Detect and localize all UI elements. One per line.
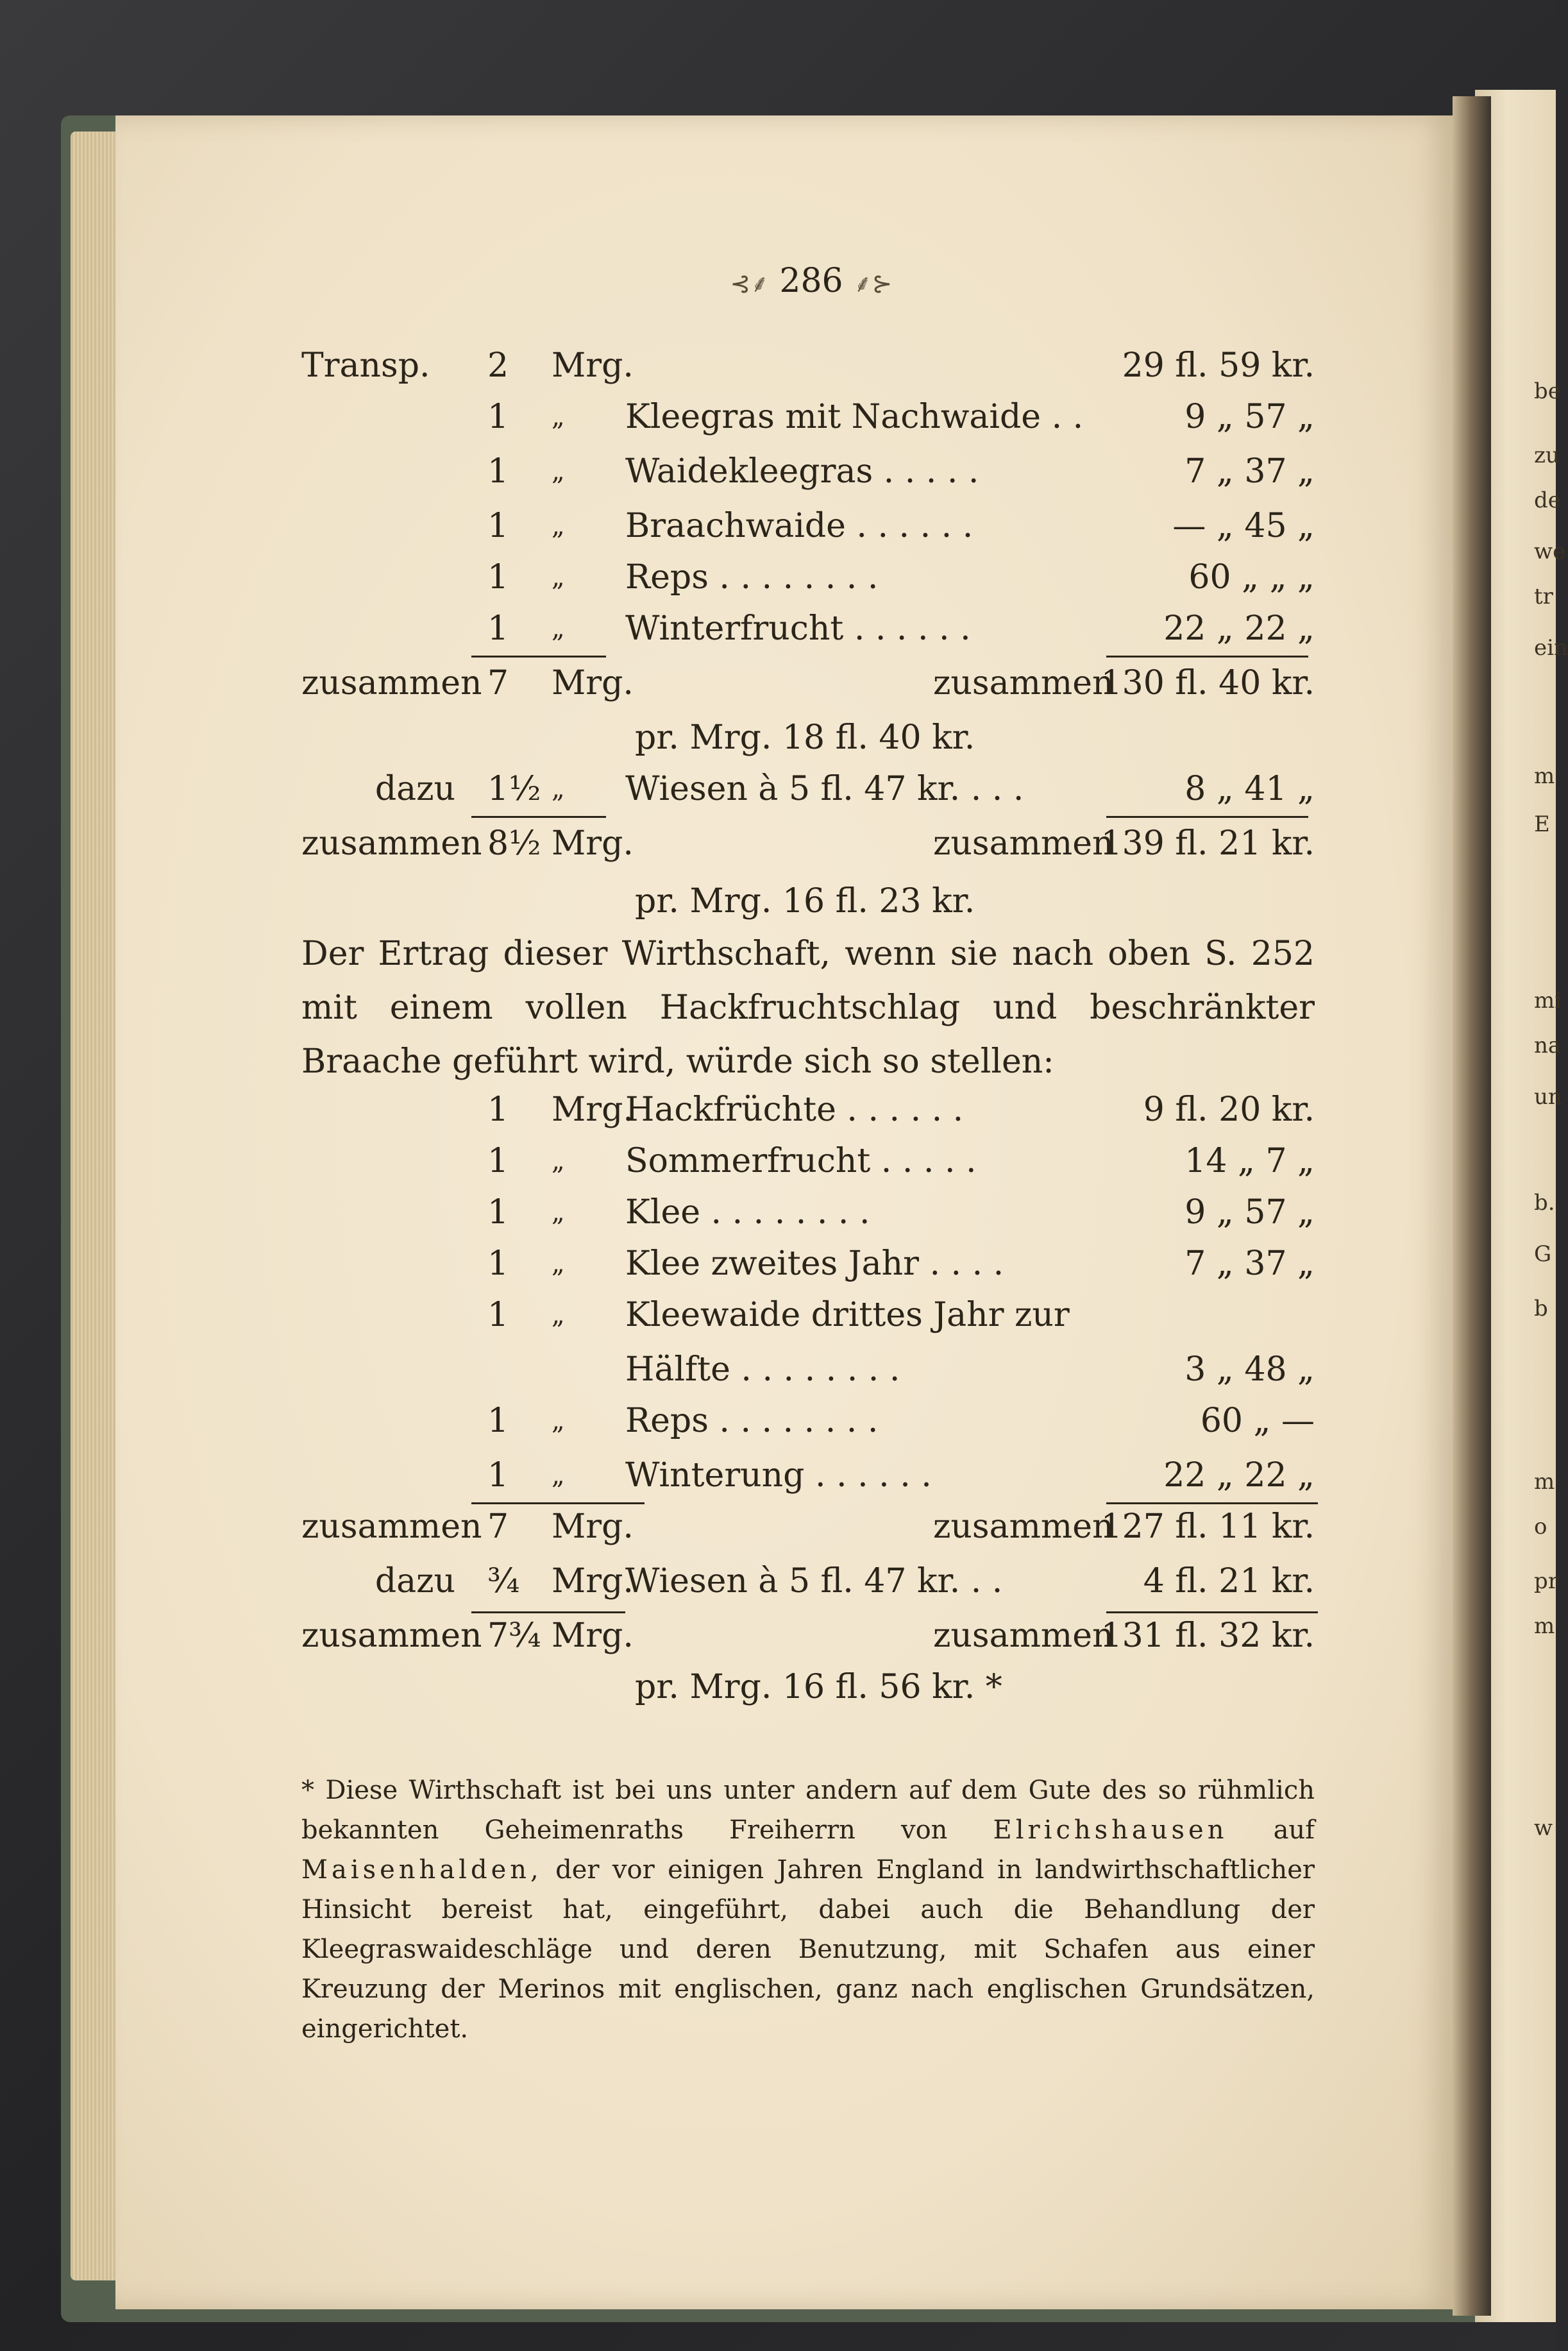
row-quantity: 2 [487, 346, 509, 385]
next-page-fragment: de [1534, 488, 1561, 513]
ledger-row [0, 606, 1556, 651]
body-paragraph: Der Ertrag dieser Wirthschaft, wenn sie nach oben S. 252 mit einem vollen Hackfruchtschlag und beschränkter Braache geführt wird, würde sich so stellen: [301, 935, 1315, 1081]
per-acre-line: pr. Mrg. 18 fl. 40 kr. [635, 718, 975, 757]
row-amount: — „ 45 „ [1172, 507, 1315, 545]
row-label: dazu [375, 770, 455, 808]
ledger-row [0, 1087, 1556, 1132]
row-description: Kleewaide drittes Jahr zur [625, 1296, 1070, 1334]
ledger-row [0, 1347, 1556, 1392]
ledger-row [0, 661, 1556, 706]
ornament-right-icon: ⸙⊱ [854, 269, 893, 298]
row-description: Reps . . . . . . . . [625, 558, 879, 597]
row-label: Transp. [301, 346, 430, 385]
row-description: Reps . . . . . . . . [625, 1402, 879, 1440]
per-acre-line: pr. Mrg. 16 fl. 56 kr. * [635, 1668, 1002, 1706]
page-number-header [689, 262, 933, 300]
row-sum-label: zusammen [933, 1507, 1114, 1546]
row-description: Hälfte . . . . . . . . [625, 1350, 900, 1389]
row-quantity: 8½ [487, 824, 541, 863]
next-page-fragment: w [1534, 1815, 1553, 1841]
row-amount: 9 „ 57 „ [1184, 398, 1315, 436]
row-description: Braachwaide . . . . . . [625, 507, 974, 545]
row-unit: „ [552, 774, 565, 804]
ledger-row [0, 1453, 1556, 1498]
row-description: Waidekleegras . . . . . [625, 452, 979, 491]
row-quantity: 1 [487, 507, 509, 545]
ledger-row [0, 343, 1556, 388]
name-spaced: Maisenhalden, [301, 1855, 543, 1885]
row-label: zusammen [301, 664, 482, 702]
sum-rule [1106, 816, 1308, 818]
row-unit: Mrg. [552, 346, 634, 385]
row-unit: „ [552, 1146, 565, 1176]
ledger-row [0, 1504, 1556, 1549]
next-page-fragment: E [1534, 811, 1550, 837]
ledger-row [0, 767, 1556, 811]
row-unit: Mrg. [552, 1091, 634, 1129]
row-amount: 127 fl. 11 kr. [1100, 1507, 1315, 1546]
sum-rule [1106, 656, 1308, 658]
row-quantity: 1 [487, 452, 509, 491]
next-page-fragment: mi [1534, 988, 1562, 1014]
row-amount: 14 „ 7 „ [1184, 1142, 1315, 1180]
next-page-fragment: un [1534, 1084, 1562, 1110]
next-page-fragment: pr [1534, 1568, 1559, 1594]
row-sum-label: zusammen [933, 664, 1114, 702]
next-page-fragment: zu [1534, 443, 1560, 468]
row-unit: „ [552, 511, 565, 541]
row-quantity: 1 [487, 1296, 509, 1334]
row-description: Klee . . . . . . . . [625, 1193, 870, 1232]
row-quantity: 1 [487, 1142, 509, 1180]
row-unit: „ [552, 402, 565, 432]
row-amount: 9 fl. 20 kr. [1143, 1091, 1315, 1129]
row-description: Wiesen à 5 fl. 47 kr. . . . [625, 770, 1024, 808]
row-label: zusammen [301, 1617, 482, 1655]
row-amount: 131 fl. 32 kr. [1100, 1617, 1315, 1655]
row-label: dazu [375, 1562, 455, 1600]
next-page-fragment: G [1534, 1241, 1552, 1267]
sum-rule [471, 656, 606, 658]
row-amount: 7 „ 37 „ [1184, 1244, 1315, 1283]
row-unit: „ [552, 457, 565, 486]
row-amount: 29 fl. 59 kr. [1122, 346, 1315, 385]
sum-rule [471, 1502, 645, 1504]
row-description: Hackfrüchte . . . . . . [625, 1091, 964, 1129]
ledger-row [0, 555, 1556, 600]
ledger-row [0, 395, 1556, 439]
sum-rule [471, 816, 606, 818]
row-quantity: 1 [487, 1402, 509, 1440]
per-acre-line: pr. Mrg. 16 fl. 23 kr. [635, 882, 975, 921]
row-quantity: 7 [487, 664, 509, 702]
ledger-row [0, 1613, 1556, 1658]
row-amount: 3 „ 48 „ [1184, 1350, 1315, 1389]
row-unit: „ [552, 1198, 565, 1227]
row-description: Wiesen à 5 fl. 47 kr. . . [625, 1562, 1003, 1600]
row-amount: 60 „ — [1200, 1402, 1315, 1440]
ornament-left-icon: ⊰⸙ [730, 269, 769, 298]
row-amount: 60 „ „ „ [1188, 558, 1315, 597]
row-description: Winterfrucht . . . . . . [625, 609, 971, 648]
row-description: Winterung . . . . . . [625, 1456, 932, 1495]
next-page-fragment: be [1534, 378, 1561, 404]
row-amount: 9 „ 57 „ [1184, 1193, 1315, 1232]
row-unit: Mrg. [552, 1507, 634, 1546]
row-quantity: 1 [487, 1193, 509, 1232]
row-amount: 7 „ 37 „ [1184, 452, 1315, 491]
name-spaced: Elrichshausen [993, 1815, 1228, 1845]
row-unit: Mrg. [552, 824, 634, 863]
row-unit: „ [552, 1461, 565, 1490]
ledger-row [0, 1398, 1556, 1443]
row-unit: Mrg. [552, 1617, 634, 1655]
row-amount: 130 fl. 40 kr. [1100, 664, 1315, 702]
row-quantity: 1 [487, 398, 509, 436]
ledger-row [0, 1241, 1556, 1286]
sum-rule [471, 1611, 625, 1613]
row-quantity: 1 [487, 1091, 509, 1129]
row-description: Sommerfrucht . . . . . [625, 1142, 977, 1180]
row-unit: Mrg. [552, 664, 634, 702]
row-quantity: ¾ [487, 1562, 520, 1600]
next-page-fragment: we [1534, 539, 1566, 564]
ledger-row [0, 1190, 1556, 1235]
row-quantity: 1 [487, 558, 509, 597]
row-quantity: 1 [487, 609, 509, 648]
row-quantity: 7¾ [487, 1617, 541, 1655]
next-page-fragment: tr [1534, 584, 1553, 609]
next-page-fragment: na [1534, 1033, 1562, 1058]
next-page-fragment: o [1534, 1514, 1547, 1540]
row-unit: „ [552, 614, 565, 643]
sum-rule [1106, 1611, 1318, 1613]
next-page-fragment: m [1534, 1613, 1555, 1639]
ledger-row [0, 821, 1556, 866]
row-unit: Mrg. [552, 1562, 634, 1600]
row-quantity: 1 [487, 1244, 509, 1283]
row-description: Kleegras mit Nachwaide . . [625, 398, 1084, 436]
next-page-fragment: b. [1534, 1190, 1555, 1216]
next-page-fragment: ein [1534, 635, 1568, 661]
row-label: zusammen [301, 1507, 482, 1546]
ledger-row [0, 449, 1556, 494]
page-number: 286 [779, 262, 843, 300]
row-description: Klee zweites Jahr . . . . [625, 1244, 1004, 1283]
row-unit: „ [552, 563, 565, 592]
row-amount: 22 „ 22 „ [1163, 1456, 1315, 1495]
row-quantity: 1½ [487, 770, 541, 808]
ledger-row [0, 1293, 1556, 1337]
next-page-fragment: b [1534, 1296, 1548, 1321]
row-sum-label: zusammen [933, 1617, 1114, 1655]
ledger-row [0, 504, 1556, 548]
ledger-row [0, 1139, 1556, 1184]
row-quantity: 7 [487, 1507, 509, 1546]
row-amount: 4 fl. 21 kr. [1143, 1562, 1315, 1600]
sum-rule [1106, 1502, 1318, 1504]
row-label: zusammen [301, 824, 482, 863]
row-unit: „ [552, 1406, 565, 1436]
ledger-row [0, 1559, 1559, 1604]
row-quantity: 1 [487, 1456, 509, 1495]
row-unit: „ [552, 1300, 565, 1330]
next-page-fragment: m [1534, 763, 1555, 789]
next-page-fragment: m [1534, 1469, 1555, 1495]
row-amount: 22 „ 22 „ [1163, 609, 1315, 648]
footnote: * Diese Wirthschaft ist bei uns unter andern auf dem Gute des so rühmlich bekannten Geheimenraths Freiherrn von Elrichshausen auf Maisenhalden, der vor einigen Jahren England in landwirthschaftlicher Hinsicht bereist hat, eingeführt, dabei auch die Behandlung der Kleegraswaideschläge und deren Benutzung, mit Schafen aus einer Kreuzung der Merinos mit englischen, ganz nach englischen Grundsätzen, eingerichtet. [301, 1776, 1315, 2044]
row-sum-label: zusammen [933, 824, 1114, 863]
row-unit: „ [552, 1249, 565, 1278]
row-amount: 8 „ 41 „ [1184, 770, 1315, 808]
row-amount: 139 fl. 21 kr. [1100, 824, 1315, 863]
